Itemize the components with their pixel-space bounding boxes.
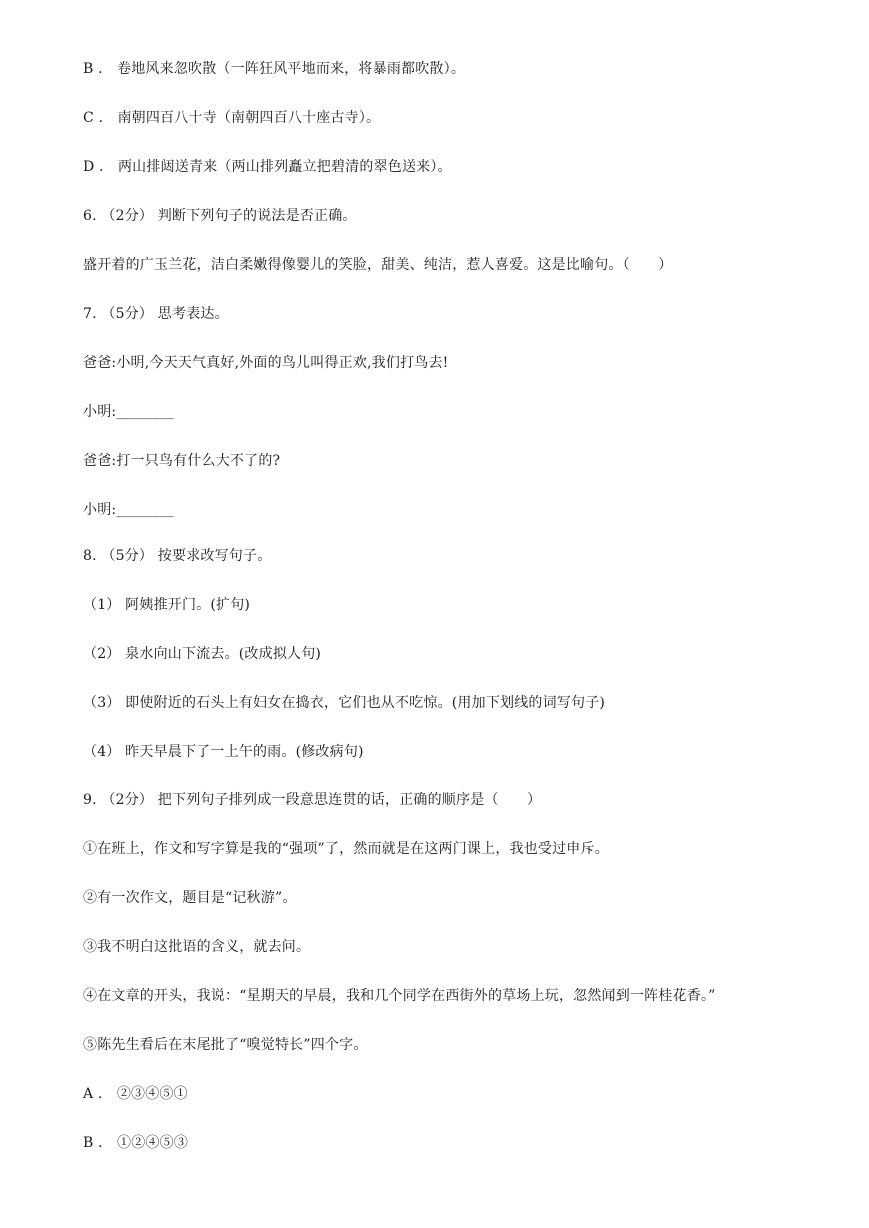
q5-option-d (83, 157, 452, 177)
q5-option-c (83, 108, 380, 128)
item-number: （1） (83, 597, 121, 613)
item-number: （3） (83, 695, 121, 711)
question-score: （2分） (101, 792, 154, 808)
q7-dialogue-line: 爸爸:小明,今天天气真好,外面的鸟儿叫得正欢,我们打鸟去! (83, 355, 449, 371)
item-text: 阿姨推开门。(扩句) (125, 597, 251, 613)
option-separator: ． (98, 110, 113, 126)
question-prompt: 按要求改写句子。 (157, 548, 272, 564)
q8-item (83, 693, 605, 713)
q9-sentence: ②有一次作文，题目是“记秋游”。 (83, 890, 297, 906)
question-prompt: 判断下列句子的说法是否正确。 (157, 208, 357, 224)
question-prompt: 把下列句子排列成一段意思连贯的话，正确的顺序是（ ） (157, 792, 542, 808)
q9-option-b (83, 1133, 188, 1153)
option-separator: ． (97, 1086, 113, 1102)
option-text: 南朝四百八十寺（南朝四百八十座古寺）。 (117, 110, 381, 126)
q5-option-b (83, 59, 465, 79)
q7-answer-blank: 小明:________ (83, 404, 174, 420)
q8-item (83, 742, 364, 762)
item-text: 昨天早晨下了一上午的雨。(修改病句) (125, 744, 364, 760)
question-number: 6. (83, 208, 97, 224)
option-text: ①②④⑤③ (117, 1135, 189, 1151)
question-score: （5分） (101, 306, 154, 322)
q9-sentence: ①在班上，作文和写字算是我的“强项”了，然而就是在这两门课上，我也受过申斥。 (83, 841, 609, 857)
q9-sentence: ⑤陈先生看后在末尾批了“嗅觉特长”四个字。 (83, 1037, 368, 1053)
option-key: D (83, 159, 95, 175)
question-prompt: 思考表达。 (157, 306, 229, 322)
item-text: 即使附近的石头上有妇女在捣衣，它们也从不吃惊。(用加下划线的词写句子) (125, 695, 606, 711)
q6-heading (83, 206, 357, 226)
option-key: A (83, 1086, 94, 1102)
q7-dialogue-line: 爸爸:打一只鸟有什么大不了的? (83, 453, 281, 469)
question-number: 9. (83, 792, 97, 808)
q8-item (83, 644, 321, 664)
option-key: C (83, 110, 94, 126)
q9-sentence: ④在文章的开头，我说：“星期天的早晨，我和几个同学在西街外的草场上玩，忽然闻到一阵桂花香。” (83, 988, 716, 1004)
option-key: B (83, 1135, 94, 1151)
q6-statement: 盛开着的广玉兰花，洁白柔嫩得像婴儿的笑脸，甜美、纯洁，惹人喜爱。这是比喻句。（ ） (83, 257, 673, 273)
question-score: （2分） (101, 208, 154, 224)
option-text: ②③④⑤① (116, 1086, 188, 1102)
option-key: B (83, 61, 94, 77)
option-separator: ． (98, 61, 113, 77)
item-number: （4） (83, 744, 121, 760)
question-number: 8. (83, 548, 97, 564)
q8-item (83, 595, 250, 615)
q7-heading (83, 304, 229, 324)
option-text: 卷地风来忽吹散（一阵狂风平地而来，将暴雨都吹散）。 (117, 61, 466, 77)
item-number: （2） (83, 646, 121, 662)
item-text: 泉水向山下流去。(改成拟人句) (125, 646, 322, 662)
option-text: 两山排闼送青来（两山排列矗立把碧清的翠色送来）。 (117, 159, 452, 175)
q7-answer-blank: 小明:________ (83, 502, 174, 518)
q9-sentence: ③我不明白这批语的含义，就去问。 (83, 939, 311, 955)
q9-heading (83, 790, 541, 810)
question-score: （5分） (101, 548, 154, 564)
q8-heading (83, 546, 271, 566)
question-number: 7. (83, 306, 97, 322)
option-separator: ． (99, 159, 114, 175)
option-separator: ． (98, 1135, 113, 1151)
q9-option-a (83, 1084, 188, 1104)
